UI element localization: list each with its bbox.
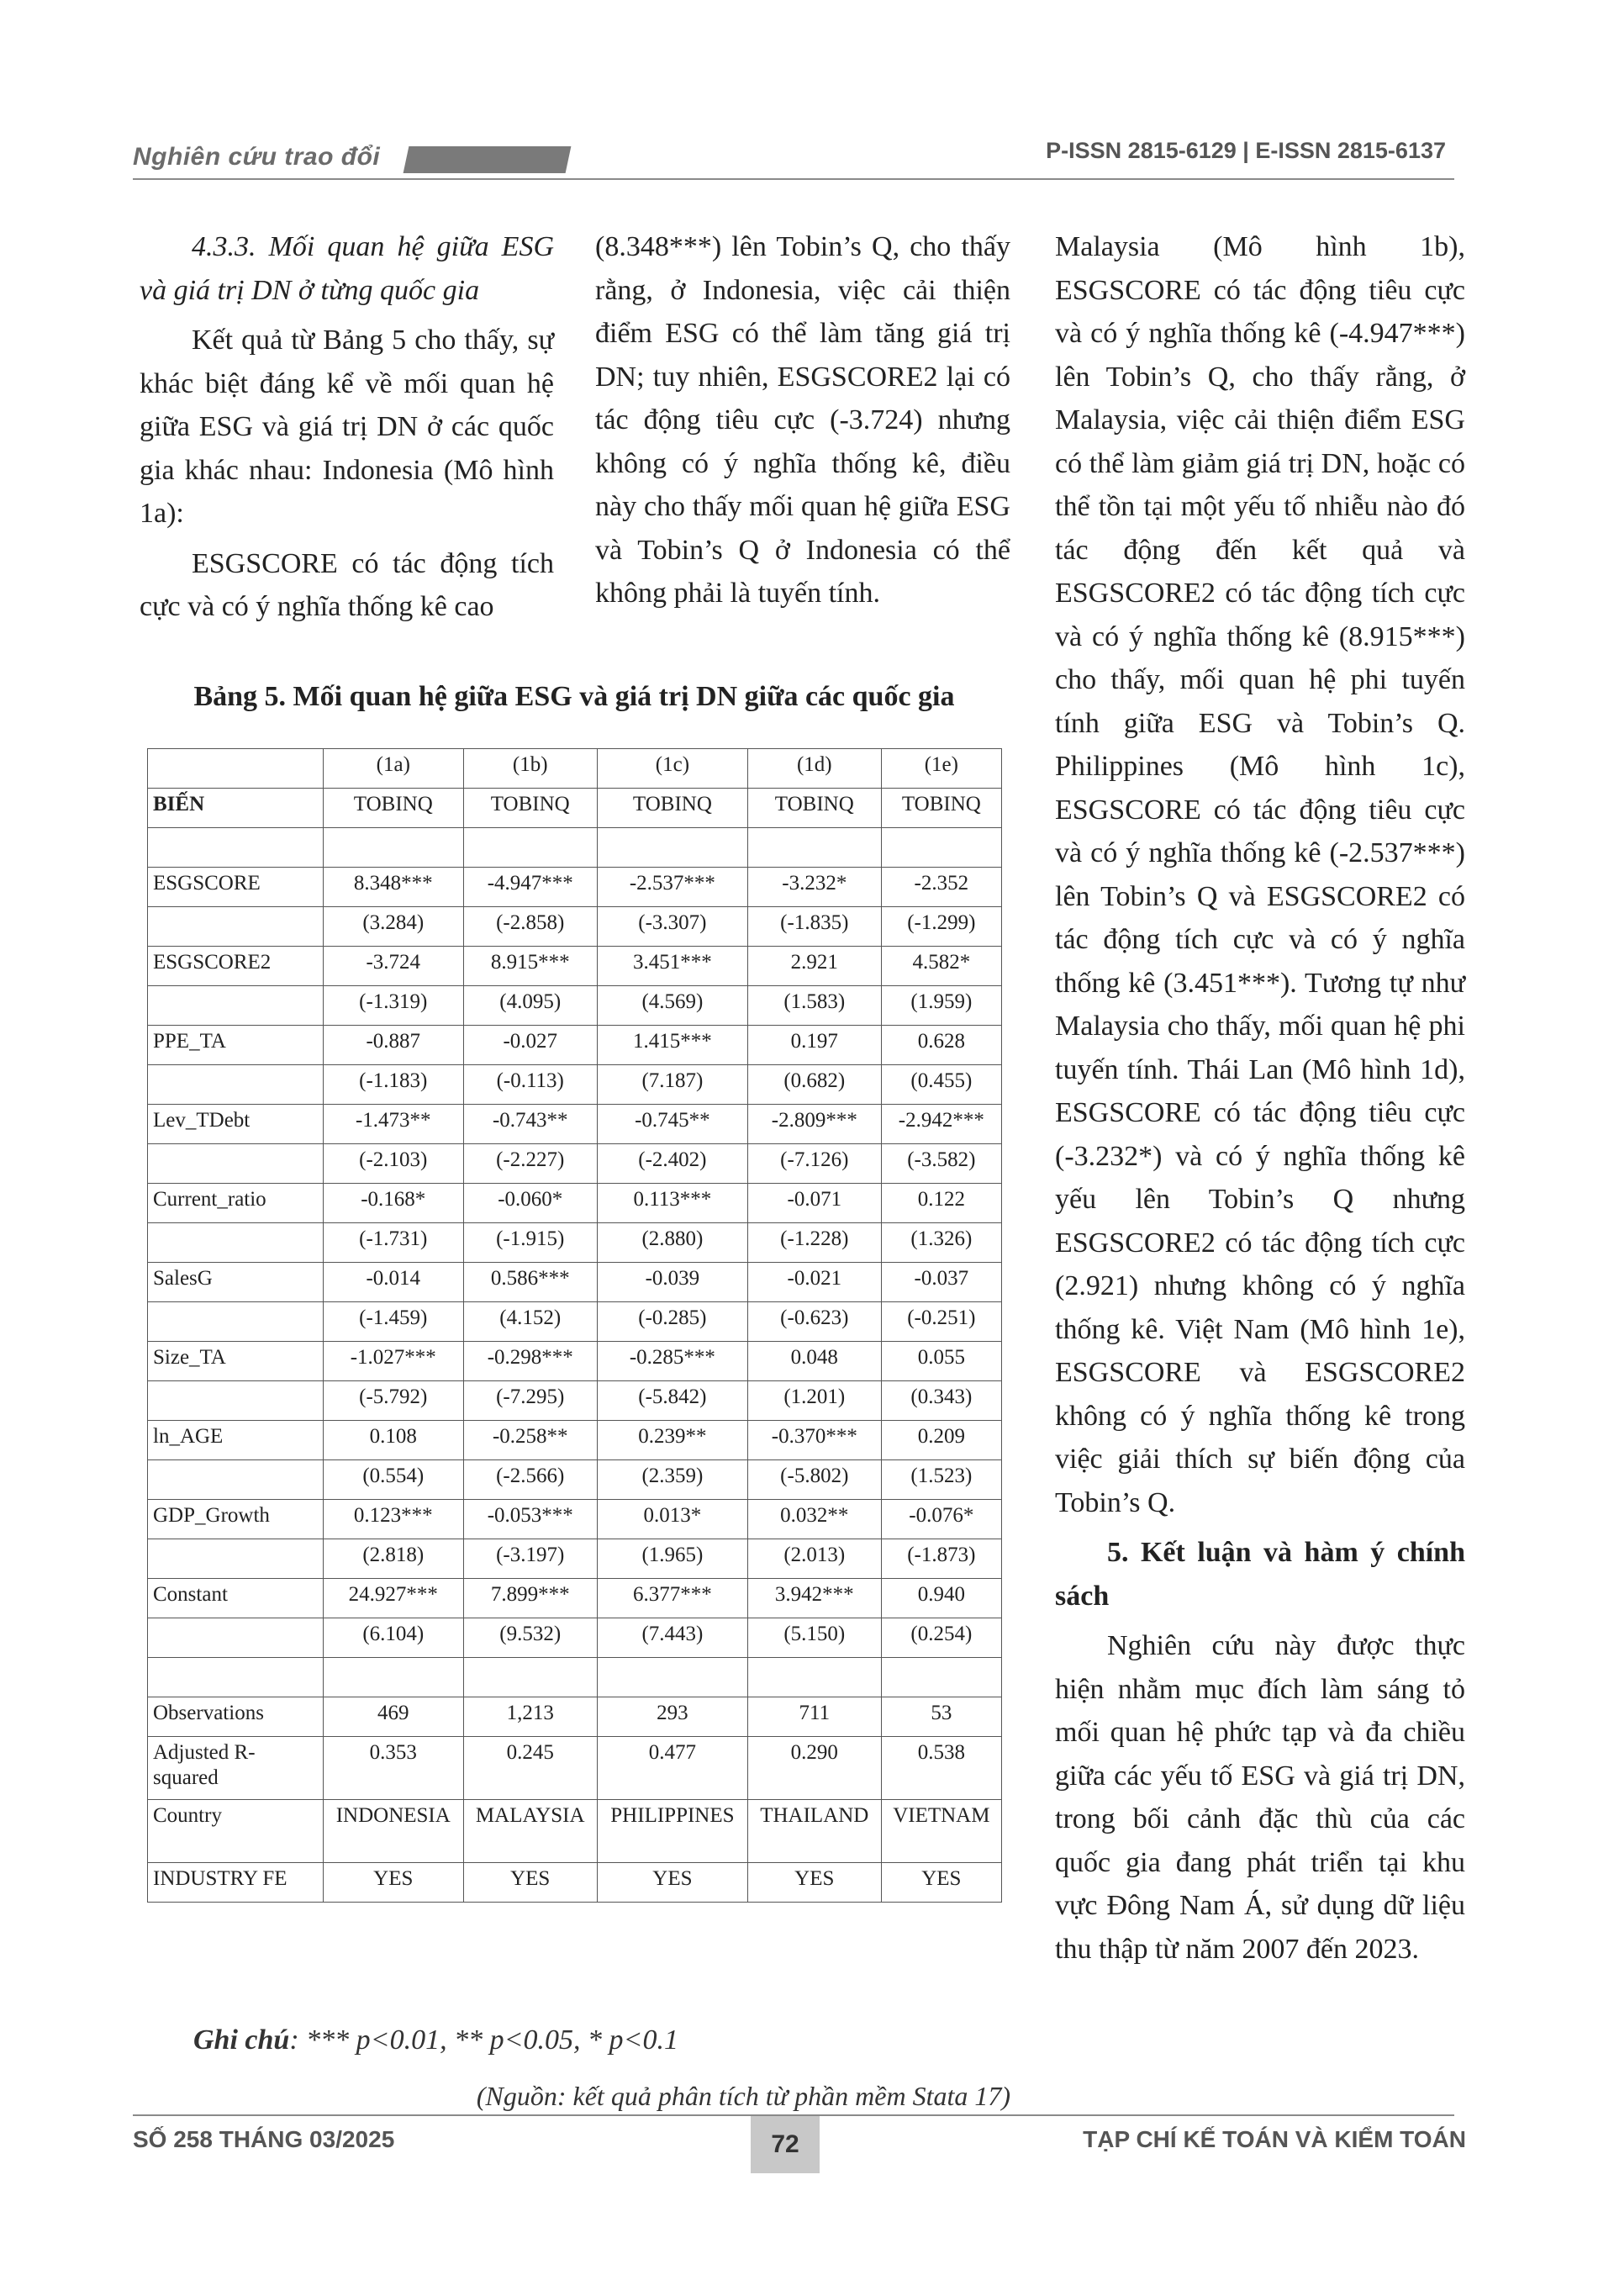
table-cell: (4.095) (463, 986, 597, 1026)
table-cell: -3.724 (324, 947, 464, 986)
text-column-2 (595, 225, 1010, 615)
table-cell: (1b) (463, 749, 597, 789)
table-cell: (2.013) (747, 1539, 881, 1579)
table-cell: TOBINQ (881, 789, 1001, 828)
row-label-cell (148, 1658, 324, 1697)
table-source: (Nguồn: kết quả phân tích từ phần mềm Stata 17) (476, 2081, 1010, 2111)
journal-section-title: Nghiên cứu trao đổi (133, 143, 381, 171)
row-label-cell: GDP_Growth (148, 1500, 324, 1539)
table-cell: 0.197 (747, 1026, 881, 1065)
row-label-cell: Size_TA (148, 1342, 324, 1381)
table-cell: 711 (747, 1697, 881, 1737)
table-cell: 2.921 (747, 947, 881, 986)
table-cell: (-2.402) (597, 1144, 747, 1184)
subsection-heading: 4.3.3. Mối quan hệ giữa ESG và giá trị DN ở từng quốc gia (140, 231, 554, 306)
table-row (148, 1697, 1002, 1737)
table-cell: 7.899*** (463, 1579, 597, 1618)
table-cell: (1.201) (747, 1381, 881, 1421)
paragraph: Malaysia (Mô hình 1b), ESGSCORE có tác động tiêu cực và có ý nghĩa thống kê (-4.947***) lên Tobin’s Q, cho thấy rằng, ở Malaysia, việc cải thiện điểm ESG có thể làm giảm giá trị DN, hoặc có thể tồn tại một yếu tố nhiễu nào đó tác động đến kết quả và ESGSCORE2 có tác động tích cực và có ý nghĩa thống kê (8.915***) cho thấy, mối quan hệ phi tuyến tính giữa ESG và Tobin’s Q. Philippines (Mô hình 1c), ESGSCORE có tác động tiêu cực và có ý nghĩa thống kê (-2.537***) lên Tobin’s Q và ESGSCORE2 có tác động tích cực và có ý nghĩa thống kê (3.451***). Tương tự như Malaysia cho thấy, mối quan hệ phi tuyến tính. Thái Lan (Mô hình 1d), ESGSCORE có tác động tiêu cực (-3.232*) và có ý nghĩa thống kê yếu lên Tobin’s Q nhưng ESGSCORE2 có tác động tích cực (2.921) nhưng không có ý nghĩa thống kê. Việt Nam (Mô hình 1e), ESGSCORE và ESGSCORE2 không có ý nghĩa thống kê trong việc giải thích sự biến động của Tobin’s Q. (1055, 231, 1465, 1518)
table-cell: -0.027 (463, 1026, 597, 1065)
table-cell: (2.359) (597, 1460, 747, 1500)
paragraph: ESGSCORE có tác động tích cực và có ý nghĩa thống kê cao (140, 547, 554, 622)
table-cell: (-7.295) (463, 1381, 597, 1421)
table-cell: 0.290 (747, 1737, 881, 1800)
table-cell (324, 828, 464, 868)
table-cell: -0.370*** (747, 1421, 881, 1460)
table-cell (881, 828, 1001, 868)
table-cell: 293 (597, 1697, 747, 1737)
row-label-cell (148, 1381, 324, 1421)
table-cell: (-1.183) (324, 1065, 464, 1105)
paragraph: Kết quả từ Bảng 5 cho thấy, sự khác biệt đáng kể về mối quan hệ giữa ESG và giá trị DN ở các quốc gia khác nhau: Indonesia (Mô hình 1a): (140, 325, 554, 529)
page-number: 72 (751, 2116, 820, 2173)
row-label-cell: ln_AGE (148, 1421, 324, 1460)
table-cell: 0.940 (881, 1579, 1001, 1618)
table-cell: (2.880) (597, 1223, 747, 1263)
row-label-cell (148, 986, 324, 1026)
paragraph: (8.348***) lên Tobin’s Q, cho thấy rằng, ở Indonesia, việc cải thiện điểm ESG có thể làm tăng giá trị DN; tuy nhiên, ESGSCORE2 lại có tác động tiêu cực (-3.724) nhưng không có ý nghĩa thống kê, điều này cho thấy mối quan hệ giữa ESG và Tobin’s Q ở Indonesia có thể không phải là tuyến tính. (595, 231, 1010, 609)
table-cell: -2.942*** (881, 1105, 1001, 1144)
table-cell: -0.053*** (463, 1500, 597, 1539)
table-cell: -0.014 (324, 1263, 464, 1302)
row-label-cell (148, 1223, 324, 1263)
table-cell: (1.959) (881, 986, 1001, 1026)
table-cell: YES (463, 1863, 597, 1903)
table-row (148, 1618, 1002, 1658)
table-cell: 0.013* (597, 1500, 747, 1539)
table-cell: (-1.319) (324, 986, 464, 1026)
table-row (148, 1105, 1002, 1144)
table-cell (747, 828, 881, 868)
table-cell: VIETNAM (881, 1800, 1001, 1863)
table-cell: (2.818) (324, 1539, 464, 1579)
table-cell: 0.122 (881, 1184, 1001, 1223)
table-cell: -3.232* (747, 868, 881, 907)
table-cell (747, 1658, 881, 1697)
table-cell: 4.582* (881, 947, 1001, 986)
text-column-1 (140, 225, 554, 629)
table-cell: 469 (324, 1697, 464, 1737)
table-cell: (7.443) (597, 1618, 747, 1658)
table-cell: 3.942*** (747, 1579, 881, 1618)
table-cell: YES (881, 1863, 1001, 1903)
table-cell: 1.415*** (597, 1026, 747, 1065)
table-row (148, 1500, 1002, 1539)
table-cell: (-1.299) (881, 907, 1001, 947)
table-cell: 6.377*** (597, 1579, 747, 1618)
table-cell: (-0.251) (881, 1302, 1001, 1342)
table-cell: -0.039 (597, 1263, 747, 1302)
table-cell: (1a) (324, 749, 464, 789)
table-caption: Bảng 5. Mối quan hệ giữa ESG và giá trị DN giữa các quốc gia (193, 681, 955, 712)
table-cell: (-3.582) (881, 1144, 1001, 1184)
table-cell: -0.743** (463, 1105, 597, 1144)
table-cell: INDONESIA (324, 1800, 464, 1863)
table-cell: 0.628 (881, 1026, 1001, 1065)
table-cell: (-3.307) (597, 907, 747, 947)
issue-label: SỐ 258 THÁNG 03/2025 (133, 2126, 395, 2152)
table-row (148, 1579, 1002, 1618)
table-cell: (-5.792) (324, 1381, 464, 1421)
table-row (148, 907, 1002, 947)
row-label-cell: Lev_TDebt (148, 1105, 324, 1144)
table-cell: MALAYSIA (463, 1800, 597, 1863)
table-cell: 0.108 (324, 1421, 464, 1460)
table-cell: (-5.802) (747, 1460, 881, 1500)
table-cell: 8.348*** (324, 868, 464, 907)
table-cell: TOBINQ (463, 789, 597, 828)
table-cell: -1.027*** (324, 1342, 464, 1381)
table-row (148, 1342, 1002, 1381)
table-row (148, 1065, 1002, 1105)
table-cell: (7.187) (597, 1065, 747, 1105)
row-label-cell (148, 1144, 324, 1184)
row-label-cell: BIẾN (148, 789, 324, 828)
row-label-cell: PPE_TA (148, 1026, 324, 1065)
table-cell: (9.532) (463, 1618, 597, 1658)
table-row (148, 1184, 1002, 1223)
table-cell: (-1.873) (881, 1539, 1001, 1579)
table-cell: (-1.731) (324, 1223, 464, 1263)
table-cell: 53 (881, 1697, 1001, 1737)
table-cell: (1e) (881, 749, 1001, 789)
table-cell: (-2.103) (324, 1144, 464, 1184)
table-cell: (-7.126) (747, 1144, 881, 1184)
table-cell: 0.245 (463, 1737, 597, 1800)
row-label-cell: Adjusted R-squared (148, 1737, 324, 1800)
table-cell: 0.477 (597, 1737, 747, 1800)
table-cell: (1.583) (747, 986, 881, 1026)
table-cell: (-1.228) (747, 1223, 881, 1263)
table-cell (597, 828, 747, 868)
row-label-cell (148, 1302, 324, 1342)
table-row (148, 986, 1002, 1026)
row-label-cell: SalesG (148, 1263, 324, 1302)
row-label-cell: Country (148, 1800, 324, 1863)
table-row (148, 1223, 1002, 1263)
table-cell: (-2.227) (463, 1144, 597, 1184)
note-text: : *** p<0.01, ** p<0.05, * p<0.1 (289, 2024, 678, 2056)
row-label-cell (148, 1618, 324, 1658)
table-note (193, 2024, 678, 2056)
table-cell: PHILIPPINES (597, 1800, 747, 1863)
table-cell: 0.123*** (324, 1500, 464, 1539)
table-cell: (1d) (747, 749, 881, 789)
table-cell: (1.523) (881, 1460, 1001, 1500)
table-cell: (4.152) (463, 1302, 597, 1342)
table-cell: 8.915*** (463, 947, 597, 986)
row-label-cell (148, 828, 324, 868)
table-cell: (-1.459) (324, 1302, 464, 1342)
table-cell: 0.239** (597, 1421, 747, 1460)
note-label: Ghi chú (193, 2024, 290, 2056)
table-cell: -0.076* (881, 1500, 1001, 1539)
table-cell: (-1.915) (463, 1223, 597, 1263)
table-cell (463, 1658, 597, 1697)
table-cell: 1,213 (463, 1697, 597, 1737)
table-row (148, 828, 1002, 868)
row-label-cell (148, 749, 324, 789)
table-row (148, 1381, 1002, 1421)
table-row (148, 947, 1002, 986)
table-cell: -0.060* (463, 1184, 597, 1223)
table-row (148, 1737, 1002, 1800)
table-cell: (-5.842) (597, 1381, 747, 1421)
table-row (148, 789, 1002, 828)
table-cell: THAILAND (747, 1800, 881, 1863)
table-cell: (1.965) (597, 1539, 747, 1579)
table-cell: (1.326) (881, 1223, 1001, 1263)
regression-table (147, 748, 1002, 1903)
table-cell: -0.071 (747, 1184, 881, 1223)
row-label-cell: Constant (148, 1579, 324, 1618)
table-row (148, 1421, 1002, 1460)
text-column-3 (1055, 225, 1465, 1971)
issn-label: P-ISSN 2815-6129 | E-ISSN 2815-6137 (1046, 138, 1446, 163)
table-cell: TOBINQ (324, 789, 464, 828)
table-row (148, 1144, 1002, 1184)
table-cell (324, 1658, 464, 1697)
table-cell: (6.104) (324, 1618, 464, 1658)
row-label-cell: INDUSTRY FE (148, 1863, 324, 1903)
table-row (148, 1460, 1002, 1500)
table-cell: (-2.566) (463, 1460, 597, 1500)
table-row (148, 749, 1002, 789)
table-cell: (4.569) (597, 986, 747, 1026)
table-cell: 0.113*** (597, 1184, 747, 1223)
row-label-cell: ESGSCORE (148, 868, 324, 907)
table-cell: -0.021 (747, 1263, 881, 1302)
table-cell: -0.258** (463, 1421, 597, 1460)
table-cell: -0.745** (597, 1105, 747, 1144)
table-cell: 24.927*** (324, 1579, 464, 1618)
table-cell: -0.285*** (597, 1342, 747, 1381)
table-cell: (0.343) (881, 1381, 1001, 1421)
table-cell: (0.682) (747, 1065, 881, 1105)
table-cell: 0.586*** (463, 1263, 597, 1302)
table-cell: -2.809*** (747, 1105, 881, 1144)
table-cell: 0.209 (881, 1421, 1001, 1460)
table-cell: 0.055 (881, 1342, 1001, 1381)
row-label-cell (148, 1539, 324, 1579)
paragraph: Nghiên cứu này được thực hiện nhằm mục đích làm sáng tỏ mối quan hệ phức tạp và đa chiều giữa các yếu tố ESG và giá trị DN, trong bối cảnh đặc thù của các quốc gia đang phát triển tại khu vực Đông Nam Á, sử dụng dữ liệu thu thập từ năm 2007 đến 2023. (1055, 1630, 1465, 1965)
row-label-cell (148, 1065, 324, 1105)
table-cell: 0.353 (324, 1737, 464, 1800)
table-cell: YES (324, 1863, 464, 1903)
table-cell: -4.947*** (463, 868, 597, 907)
table-cell: (-1.835) (747, 907, 881, 947)
table-cell: (0.254) (881, 1618, 1001, 1658)
table-cell: YES (747, 1863, 881, 1903)
table-cell: (-0.623) (747, 1302, 881, 1342)
table-cell: -0.037 (881, 1263, 1001, 1302)
table-row (148, 1658, 1002, 1697)
table-row (148, 868, 1002, 907)
table-cell: YES (597, 1863, 747, 1903)
table-row (148, 1302, 1002, 1342)
table-cell: (-3.197) (463, 1539, 597, 1579)
table-cell: -0.887 (324, 1026, 464, 1065)
header-divider (133, 178, 1454, 180)
table-cell: (0.455) (881, 1065, 1001, 1105)
table-cell: 3.451*** (597, 947, 747, 986)
table-cell: (-0.285) (597, 1302, 747, 1342)
table-row (148, 1026, 1002, 1065)
row-label-cell: Observations (148, 1697, 324, 1737)
table-row (148, 1800, 1002, 1863)
table-cell: (1c) (597, 749, 747, 789)
table-cell: (-0.113) (463, 1065, 597, 1105)
table-cell: (3.284) (324, 907, 464, 947)
table-cell: TOBINQ (747, 789, 881, 828)
table-cell: 0.048 (747, 1342, 881, 1381)
table-cell: (-2.858) (463, 907, 597, 947)
table-cell (881, 1658, 1001, 1697)
table-cell (597, 1658, 747, 1697)
table-cell: (5.150) (747, 1618, 881, 1658)
row-label-cell (148, 1460, 324, 1500)
table-cell: -1.473** (324, 1105, 464, 1144)
table-cell: TOBINQ (597, 789, 747, 828)
table-cell: -0.298*** (463, 1342, 597, 1381)
row-label-cell: Current_ratio (148, 1184, 324, 1223)
header-decorative-bar (404, 146, 572, 173)
journal-name: TẠP CHÍ KẾ TOÁN VÀ KIỂM TOÁN (1083, 2126, 1466, 2152)
table-cell: -0.168* (324, 1184, 464, 1223)
section-heading: 5. Kết luận và hàm ý chính sách (1055, 1537, 1465, 1612)
table-row (148, 1863, 1002, 1903)
table-cell: -2.537*** (597, 868, 747, 907)
table-row (148, 1263, 1002, 1302)
table-cell: (0.554) (324, 1460, 464, 1500)
table-cell: 0.538 (881, 1737, 1001, 1800)
table-cell: -2.352 (881, 868, 1001, 907)
table-cell (463, 828, 597, 868)
row-label-cell (148, 907, 324, 947)
table-row (148, 1539, 1002, 1579)
table-cell: 0.032** (747, 1500, 881, 1539)
row-label-cell: ESGSCORE2 (148, 947, 324, 986)
